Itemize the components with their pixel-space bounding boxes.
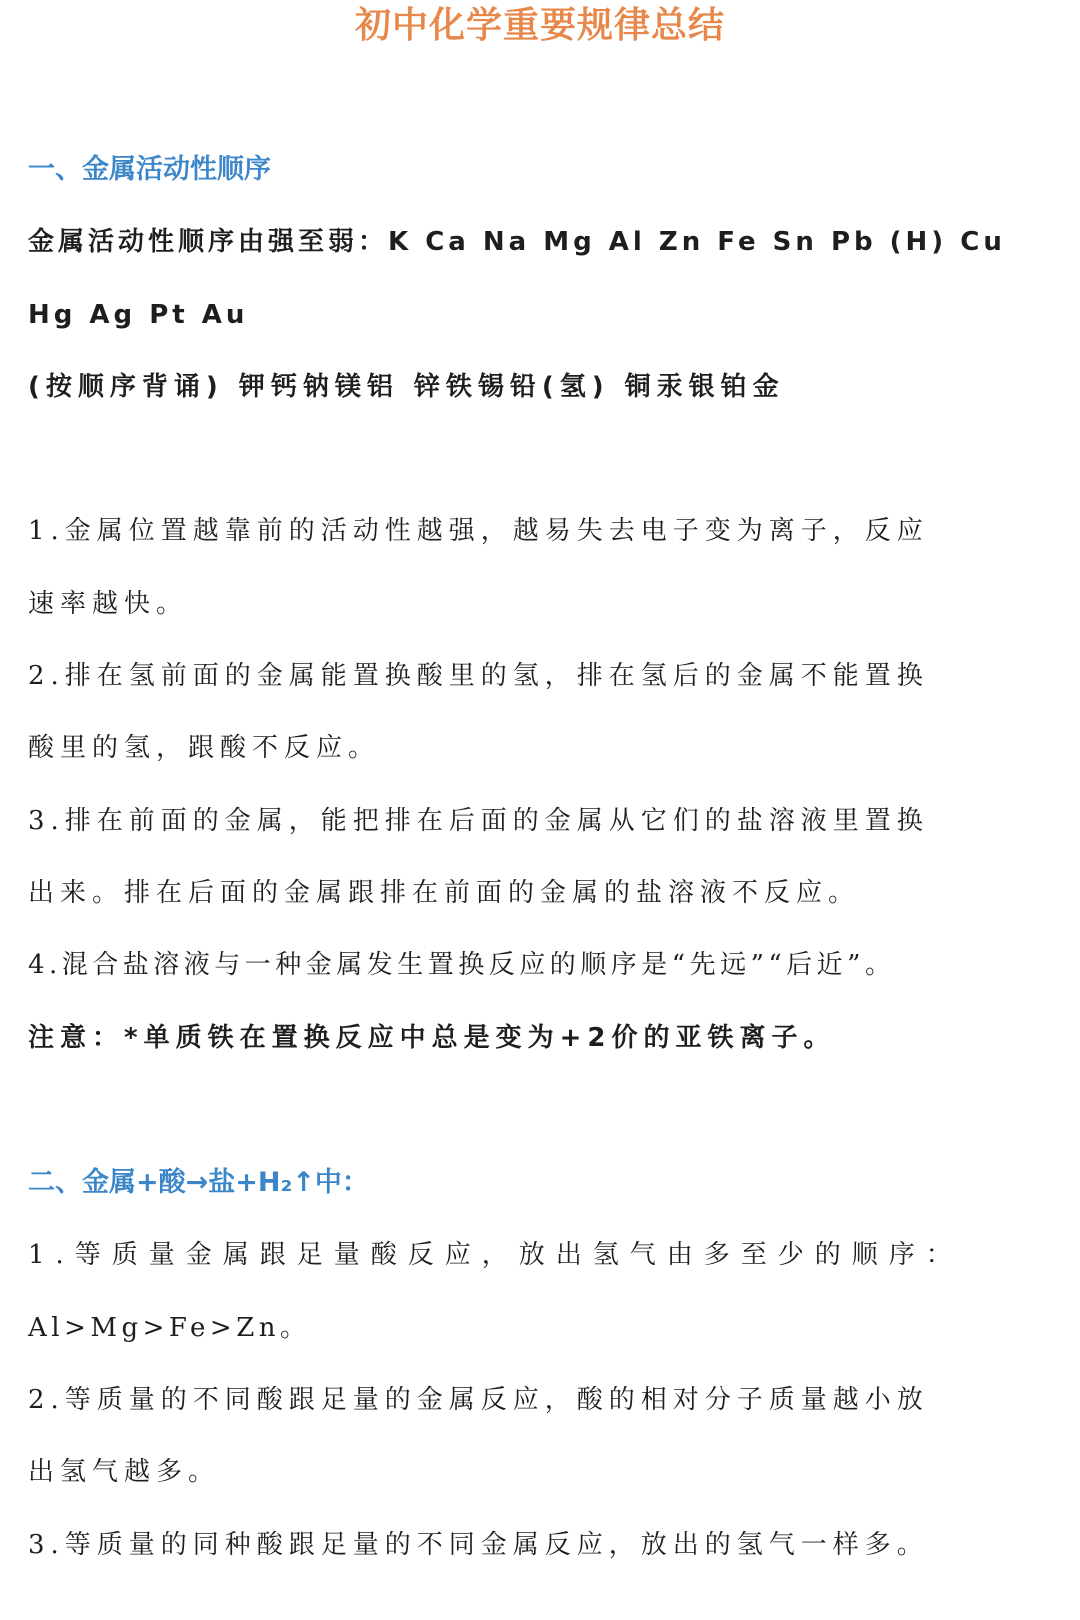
rule4-line: 4.混合盐溶液与一种金属发生置换反应的顺序是“先远”“后近”。 (28, 950, 896, 980)
s2-rule2-line2: 出氢气越多。 (28, 1457, 221, 1487)
s2-rule1-line1: 1.等质量金属跟足量酸反应，放出氢气由多至少的顺序： (28, 1240, 963, 1270)
s2-rule3-line: 3.等质量的同种酸跟足量的不同金属反应，放出的氢气一样多。 (28, 1530, 929, 1560)
s2-rule2-line1: 2.等质量的不同酸跟足量的金属反应，酸的相对分子质量越小放 (28, 1385, 929, 1415)
rule2-line2: 酸里的氢，跟酸不反应。 (28, 733, 381, 763)
page-title: 初中化学重要规律总结 (354, 5, 725, 46)
rule3-line1: 3.排在前面的金属，能把排在后面的金属从它们的盐溶液里置换 (28, 806, 929, 836)
note-line: 注意：*单质铁在置换反应中总是变为+2价的亚铁离子。 (28, 1023, 836, 1053)
rule1-line1: 1.金属位置越靠前的活动性越强，越易失去电子变为离子，反应 (28, 516, 929, 546)
rule2-line1: 2.排在氢前面的金属能置换酸里的氢，排在氢后的金属不能置换 (28, 661, 929, 691)
mnemonic-line: (按顺序背诵) 钾钙钠镁铝 锌铁锡铅(氢) 铜汞银铂金 (28, 372, 785, 402)
activity-order-line1: 金属活动性顺序由强至弱：K Ca Na Mg Al Zn Fe Sn Pb (H) Cu (28, 227, 1006, 257)
rule3-line2: 出来。排在后面的金属跟排在前面的金属的盐溶液不反应。 (28, 878, 861, 908)
activity-order-line2: Hg Ag Pt Au (28, 300, 249, 330)
rule1-line2: 速率越快。 (28, 589, 189, 619)
s2-rule1-line2: Al>Mg>Fe>Zn。 (28, 1313, 311, 1343)
section2-heading: 二、金属+酸→盐+H₂↑中： (28, 1167, 369, 1198)
section1-heading: 一、金属活动性顺序 (28, 154, 271, 185)
